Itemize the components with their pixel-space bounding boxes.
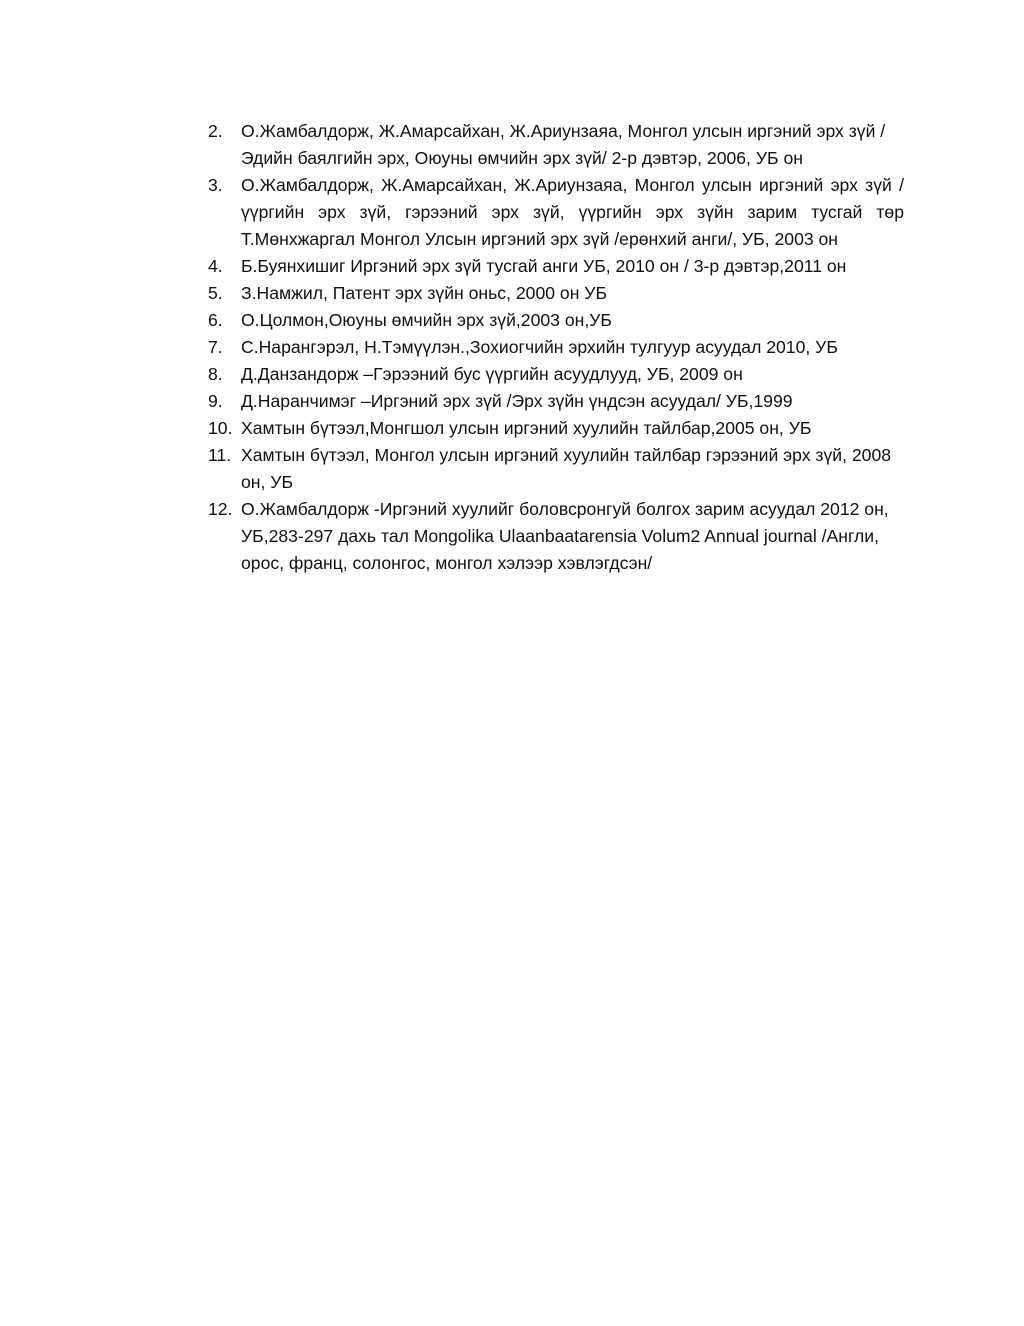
reference-text: Хамтын бүтээл,Монгшол улсын иргэний хуулийн тайлбар,2005 он, УБ [241,418,812,438]
reference-item [208,361,904,388]
reference-text: Б.Буянхишиг Иргэний эрх зүй тусгай анги УБ, 2010 он / 3-р дэвтэр,2011 он [241,256,847,276]
reference-text: С.Нарангэрэл, Н.Тэмүүлэн.,Зохиогчийн эрхийн тулгуур асуудал 2010, УБ [241,337,838,357]
reference-item [208,280,904,307]
reference-text: О.Жамбалдорж -Иргэний хуулийг боловсронгуй болгох зарим асуудал 2012 он, УБ,283-297 дахь тал Mongolika Ulaanbaatarensia Volum2 Annual journal /Англи, орос, франц, солонгос, монгол хэлээр хэвлэгдсэн/ [241,499,889,573]
reference-text: О.Цолмон,Оюуны өмчийн эрх зүй,2003 он,УБ [241,310,612,330]
reference-text: О.Жамбалдорж, Ж.Амарсайхан, Ж.Ариунзаяа, Монгол улсын иргэний эрх зүй /Эдийн баялгийн эрх, Оюуны өмчийн эрх зүй/ 2-р дэвтэр, 2006, УБ он [241,121,886,168]
reference-text: Хамтын бүтээл, Монгол улсын иргэний хуулийн тайлбар гэрээний эрх зүй, 2008 он, УБ [241,445,892,492]
reference-text: О.Жамбалдорж, Ж.Амарсайхан, Ж.Ариунзаяа, Монгол улсын иргэний эрх зүй /үүргийн эрх зүй, гэрээний эрх зүй, үүргийн эрх зүйн зарим тусгай төр Т.Мөнхжаргал Монгол Улсын иргэний эрх зүй /ерөнхий анги/, УБ, 2003 он [241,175,904,249]
reference-item [208,253,904,280]
reference-item [208,118,904,172]
reference-text: Д.Данзандорж –Гэрээний бус үүргийн асуудлууд, УБ, 2009 он [241,364,743,384]
reference-number: 11. [208,445,232,465]
reference-number: 9. [208,391,223,411]
reference-number: 8. [208,364,223,384]
reference-text: З.Намжил, Патент эрх зүйн оньс, 2000 он УБ [241,283,608,303]
reference-number: 10. [208,418,233,438]
reference-item [208,496,904,577]
reference-list [208,118,904,577]
reference-text: Д.Наранчимэг –Иргэний эрх зүй /Эрх зүйн үндсэн асуудал/ УБ,1999 [241,391,793,411]
reference-number: 3. [208,175,223,195]
reference-number: 2. [208,121,223,141]
reference-item [208,172,904,253]
reference-item [208,334,904,361]
reference-number: 6. [208,310,223,330]
reference-number: 7. [208,337,223,357]
reference-number: 5. [208,283,223,303]
reference-item [208,415,904,442]
reference-item [208,307,904,334]
reference-number: 4. [208,256,223,276]
reference-item [208,442,904,496]
reference-item [208,388,904,415]
reference-number: 12. [208,499,233,519]
